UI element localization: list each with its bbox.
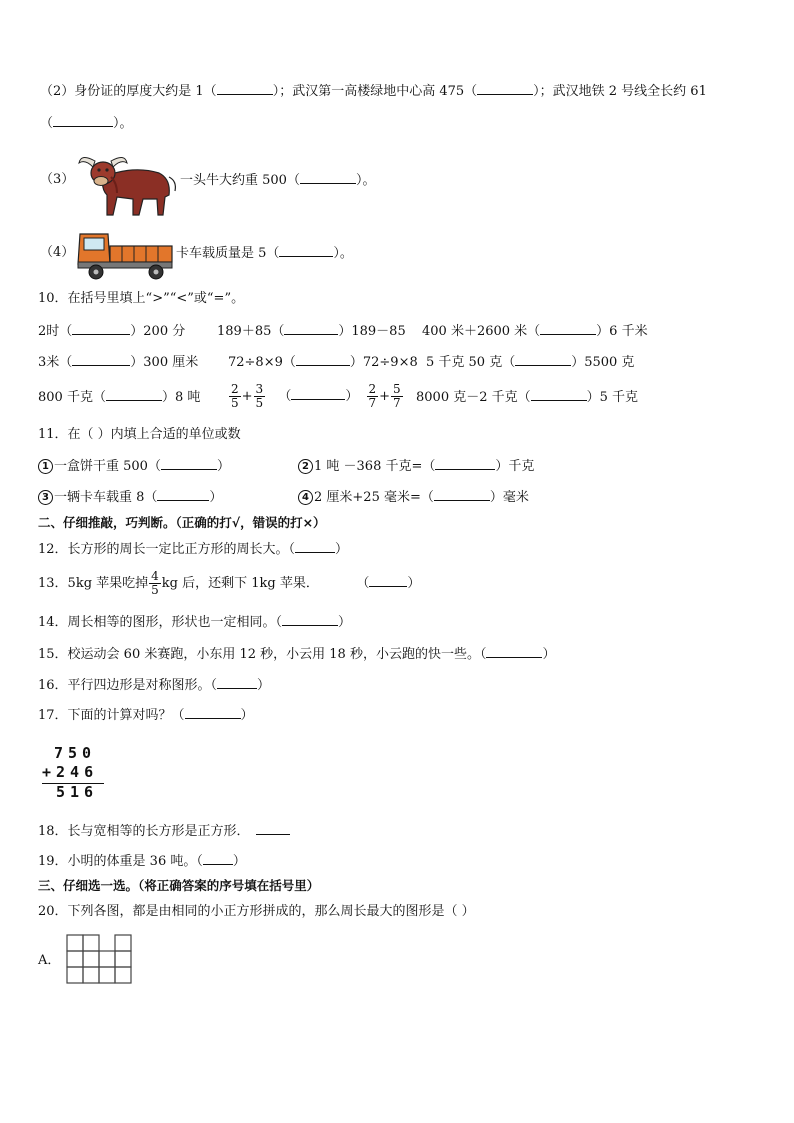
calc-addend-2: +246 xyxy=(42,763,99,781)
section-2-heading: 二、仔细推敲，巧判断。（正确的打√，错误的打×） xyxy=(38,515,326,530)
q10-r2-c: 5 千克 50 克（ ）5500 克 xyxy=(426,355,635,370)
q10-r3-a: 800 千克（ ）8 吨 xyxy=(38,390,201,405)
q10-r1-c: 400 米＋2600 米（ ）6 千米 xyxy=(422,324,648,339)
q13: 13．5kg 苹果吃掉 $\frac{4}{5}$ kg 后，还剩下 1kg 苹果． （ ） xyxy=(38,569,421,597)
answer-blank[interactable] xyxy=(72,322,130,335)
q12: 12．长方形的周长一定比正方形的周长大。（ ） xyxy=(38,542,349,557)
q20: 20．下列各图，都是由相同的小正方形拼成的，那么周长最大的图形是（ ） xyxy=(38,904,475,919)
answer-blank[interactable] xyxy=(434,488,490,501)
q10-r2-b: 72÷8×9（ ）72÷9×8 xyxy=(228,355,418,370)
answer-blank[interactable] xyxy=(531,388,587,401)
answer-blank[interactable] xyxy=(515,353,571,366)
q9-part3: 一头牛大约重 500（ ）。 xyxy=(180,173,376,188)
q11-item-4: 4 2 厘米+25 毫米=（ ）毫米 xyxy=(298,488,529,507)
q11-title: 11．在（ ）内填上合适的单位或数 xyxy=(38,427,241,442)
answer-blank[interactable] xyxy=(284,322,338,335)
q18: 18．长与宽相等的长方形是正方形． xyxy=(38,822,290,841)
answer-blank[interactable] xyxy=(53,114,113,127)
q11-item-2: 2 1 吨 －368 千克=（ ）千克 xyxy=(298,457,534,476)
q17: 17．下面的计算对吗？（ ） xyxy=(38,708,254,723)
q9-part4-number: （4） xyxy=(40,245,75,260)
truck-image xyxy=(76,226,176,282)
q15: 15．校运动会 60 米赛跑，小东用 12 秒，小云用 18 秒，小云跑的快一些。（ ） xyxy=(38,647,556,662)
answer-blank[interactable] xyxy=(185,706,241,719)
answer-blank[interactable] xyxy=(161,457,217,470)
fraction: $\frac{4}{5}$ xyxy=(151,569,159,597)
answer-blank[interactable] xyxy=(203,852,233,865)
q10-r3-b: $\frac{2}{5}$ + $\frac{3}{5}$ （ ） $\frac{2}{7}$ + $\frac{5}{7}$ xyxy=(231,382,401,410)
answer-blank[interactable] xyxy=(217,676,257,689)
answer-blank[interactable] xyxy=(295,540,335,553)
q16: 16．平行四边形是对称图形。（ ） xyxy=(38,678,271,693)
fraction: $\frac{2}{5}$ xyxy=(231,382,239,410)
answer-blank[interactable] xyxy=(486,645,542,658)
fraction: $\frac{2}{7}$ xyxy=(368,382,377,410)
answer-blank[interactable] xyxy=(435,457,495,470)
fraction: $\frac{3}{5}$ xyxy=(255,382,264,410)
q10-r1-b: 189＋85（ ）189－85 xyxy=(217,324,406,339)
answer-blank[interactable] xyxy=(282,613,338,626)
answer-blank[interactable] xyxy=(279,244,333,257)
q9-part2-cont: （ ）。 xyxy=(40,116,133,131)
bull-image xyxy=(73,147,179,221)
calc-addend-1: 750 xyxy=(54,744,97,762)
q19: 19．小明的体重是 36 吨。（ ） xyxy=(38,854,246,869)
answer-blank[interactable] xyxy=(296,353,350,366)
q9-part4: 卡车载质量是 5（ ）。 xyxy=(176,246,353,261)
q11-item-1: 1 一盒饼干重 500（ ） xyxy=(38,457,230,476)
answer-blank[interactable] xyxy=(540,322,596,335)
answer-blank[interactable] xyxy=(291,387,345,400)
q10-r3-c: 8000 克－2 千克（ ）5 千克 xyxy=(416,390,639,405)
option-a-grid-figure xyxy=(66,934,134,986)
section-3-heading: 三、仔细选一选。（将正确答案的序号填在括号里） xyxy=(38,878,320,893)
answer-blank[interactable] xyxy=(477,82,533,95)
calc-result: 516 xyxy=(56,783,99,801)
q10-r1-a: 2时（ ）200 分 xyxy=(38,324,186,339)
answer-blank[interactable] xyxy=(217,82,273,95)
answer-blank[interactable] xyxy=(369,574,407,587)
answer-blank[interactable] xyxy=(256,822,290,835)
q14: 14．周长相等的图形，形状也一定相同。（ ） xyxy=(38,615,352,630)
answer-blank[interactable] xyxy=(157,488,209,501)
answer-blank[interactable] xyxy=(300,171,356,184)
answer-blank[interactable] xyxy=(72,353,130,366)
q9-part3-number: （3） xyxy=(40,172,75,187)
fraction: $\frac{5}{7}$ xyxy=(393,382,401,410)
q10-title: 10．在括号里填上“>”“<”或“=”。 xyxy=(38,291,245,306)
q11-item-3: 3 一辆卡车载重 8（ ） xyxy=(38,488,222,507)
q9-part2: （2）身份证的厚度大约是 1（ ）；武汉第一高楼绿地中心高 475（ ）；武汉地铁 2 号线全长约 61 xyxy=(40,84,707,99)
answer-blank[interactable] xyxy=(106,388,162,401)
q10-r2-a: 3米（ ）300 厘米 xyxy=(38,355,199,370)
option-a-label: A． xyxy=(38,953,61,968)
